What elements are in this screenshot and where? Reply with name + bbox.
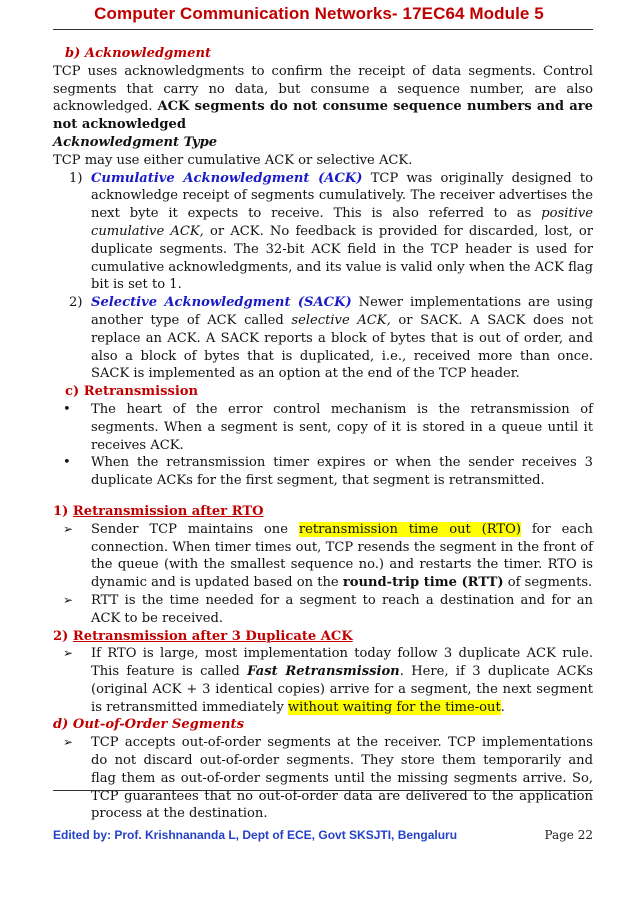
arrow-bullet-icon: ➢: [63, 646, 74, 661]
arrow-bullet-icon: ➢: [63, 592, 74, 607]
page-header: Computer Communication Networks- 17EC64 Module 5: [94, 4, 544, 23]
bullet-icon: •: [63, 401, 71, 417]
ack-type-heading: Acknowledgment Type: [53, 134, 218, 150]
list-item: ➢ TCP accepts out-of-order segments at the receiver. TCP implementations do not discard out-of-order segments. They store them temporarily and flag them as out-of-order segments until the missing segments arrive. So, TCP guarantees that no out-of-order data are delivered to the application process at the destination.: [63, 735, 593, 822]
arrow-bullet-icon: ➢: [63, 735, 74, 750]
list-item-selective-ack: 2) Selective Acknowledgment (SACK) Newer implementations are using another type of ACK called selective ACK, or SACK. A SACK does not replace an ACK. A SACK reports a block of bytes that is out of order, and also a block of bytes that is duplicated, i.e., received more than once. SACK is implemented as an option at the end of the TCP header.: [69, 295, 593, 382]
list-item: ➢ RTT is the time needed for a segment to reach a destination and for an ACK to be received.: [63, 592, 593, 626]
term-selective-ack: Selective Acknowledgment (SACK): [91, 295, 352, 311]
list-item-cumulative-ack: 1) Cumulative Acknowledgment (ACK) TCP was originally designed to acknowledge receipt of segments cumulatively. The receiver advertises the next byte it expects to receive. This is also referred to as positive cumulative ACK, or ACK. No feedback is provided for discarded, lost, or duplicate segments. The 32-bit ACK field in the TCP header is used for cumulative acknowledgments, and its value is valid only when the ACK flag bit is set to 1.: [69, 170, 593, 293]
highlight-no-timeout: without waiting for the time-out: [287, 699, 501, 715]
list-item: • The heart of the error control mechanism is the retransmission of segments. When a segment is sent, copy of it is stored in a queue until it receives ACK.: [63, 401, 593, 453]
list-item: ➢ Sender TCP maintains one retransmission time out (RTO) for each connection. When timer times out, TCP resends the segment in the front of the queue (with the smallest sequence no.) and restarts the timer. RTO is dynamic and is updated based on the round-trip time (RTT) of segments.: [63, 521, 593, 591]
page-number: Page 22: [544, 828, 593, 842]
bullet-icon: •: [63, 455, 71, 471]
subheading-retransmission-after-rto: 1) Retransmission after RTO: [53, 503, 264, 519]
footer-credit: Edited by: Prof. Krishnananda L, Dept of ECE, Govt SKSJTI, Bengaluru: [53, 828, 458, 842]
page-footer: [53, 828, 593, 842]
section-heading-out-of-order: d) Out-of-Order Segments: [53, 717, 244, 733]
highlight-rto: retransmission time out (RTO): [298, 521, 521, 537]
ack-type-intro: TCP may use either cumulative ACK or selective ACK.: [53, 152, 413, 168]
footer-rule: [53, 790, 593, 791]
subheading-retransmission-after-dup-ack: 2) Retransmission after 3 Duplicate ACK: [53, 628, 353, 644]
page-content: [53, 45, 593, 823]
list-item: • When the retransmission timer expires or when the sender receives 3 duplicate ACKs for the first segment, that segment is retransmitted.: [63, 455, 593, 489]
section-heading-retransmission: c) Retransmission: [65, 384, 199, 400]
arrow-bullet-icon: ➢: [63, 521, 74, 536]
header-rule: [53, 29, 593, 30]
ack-intro-paragraph: TCP uses acknowledgments to confirm the receipt of data segments. Control segments that carry no data, but consume a sequence number, are also acknowledged. ACK segments do not consume sequence numbers and are not acknowledged: [53, 63, 593, 133]
section-heading-acknowledgment: b) Acknowledgment: [65, 46, 212, 61]
list-item: ➢ If RTO is large, most implementation today follow 3 duplicate ACK rule. This feature is called Fast Retransmission. Here, if 3 duplicate ACKs (original ACK + 3 identical copies) arrive for a segment, the next segment is retransmitted immediately without waiting for the time-out.: [63, 646, 593, 715]
term-cumulative-ack: Cumulative Acknowledgment (ACK): [91, 170, 363, 186]
